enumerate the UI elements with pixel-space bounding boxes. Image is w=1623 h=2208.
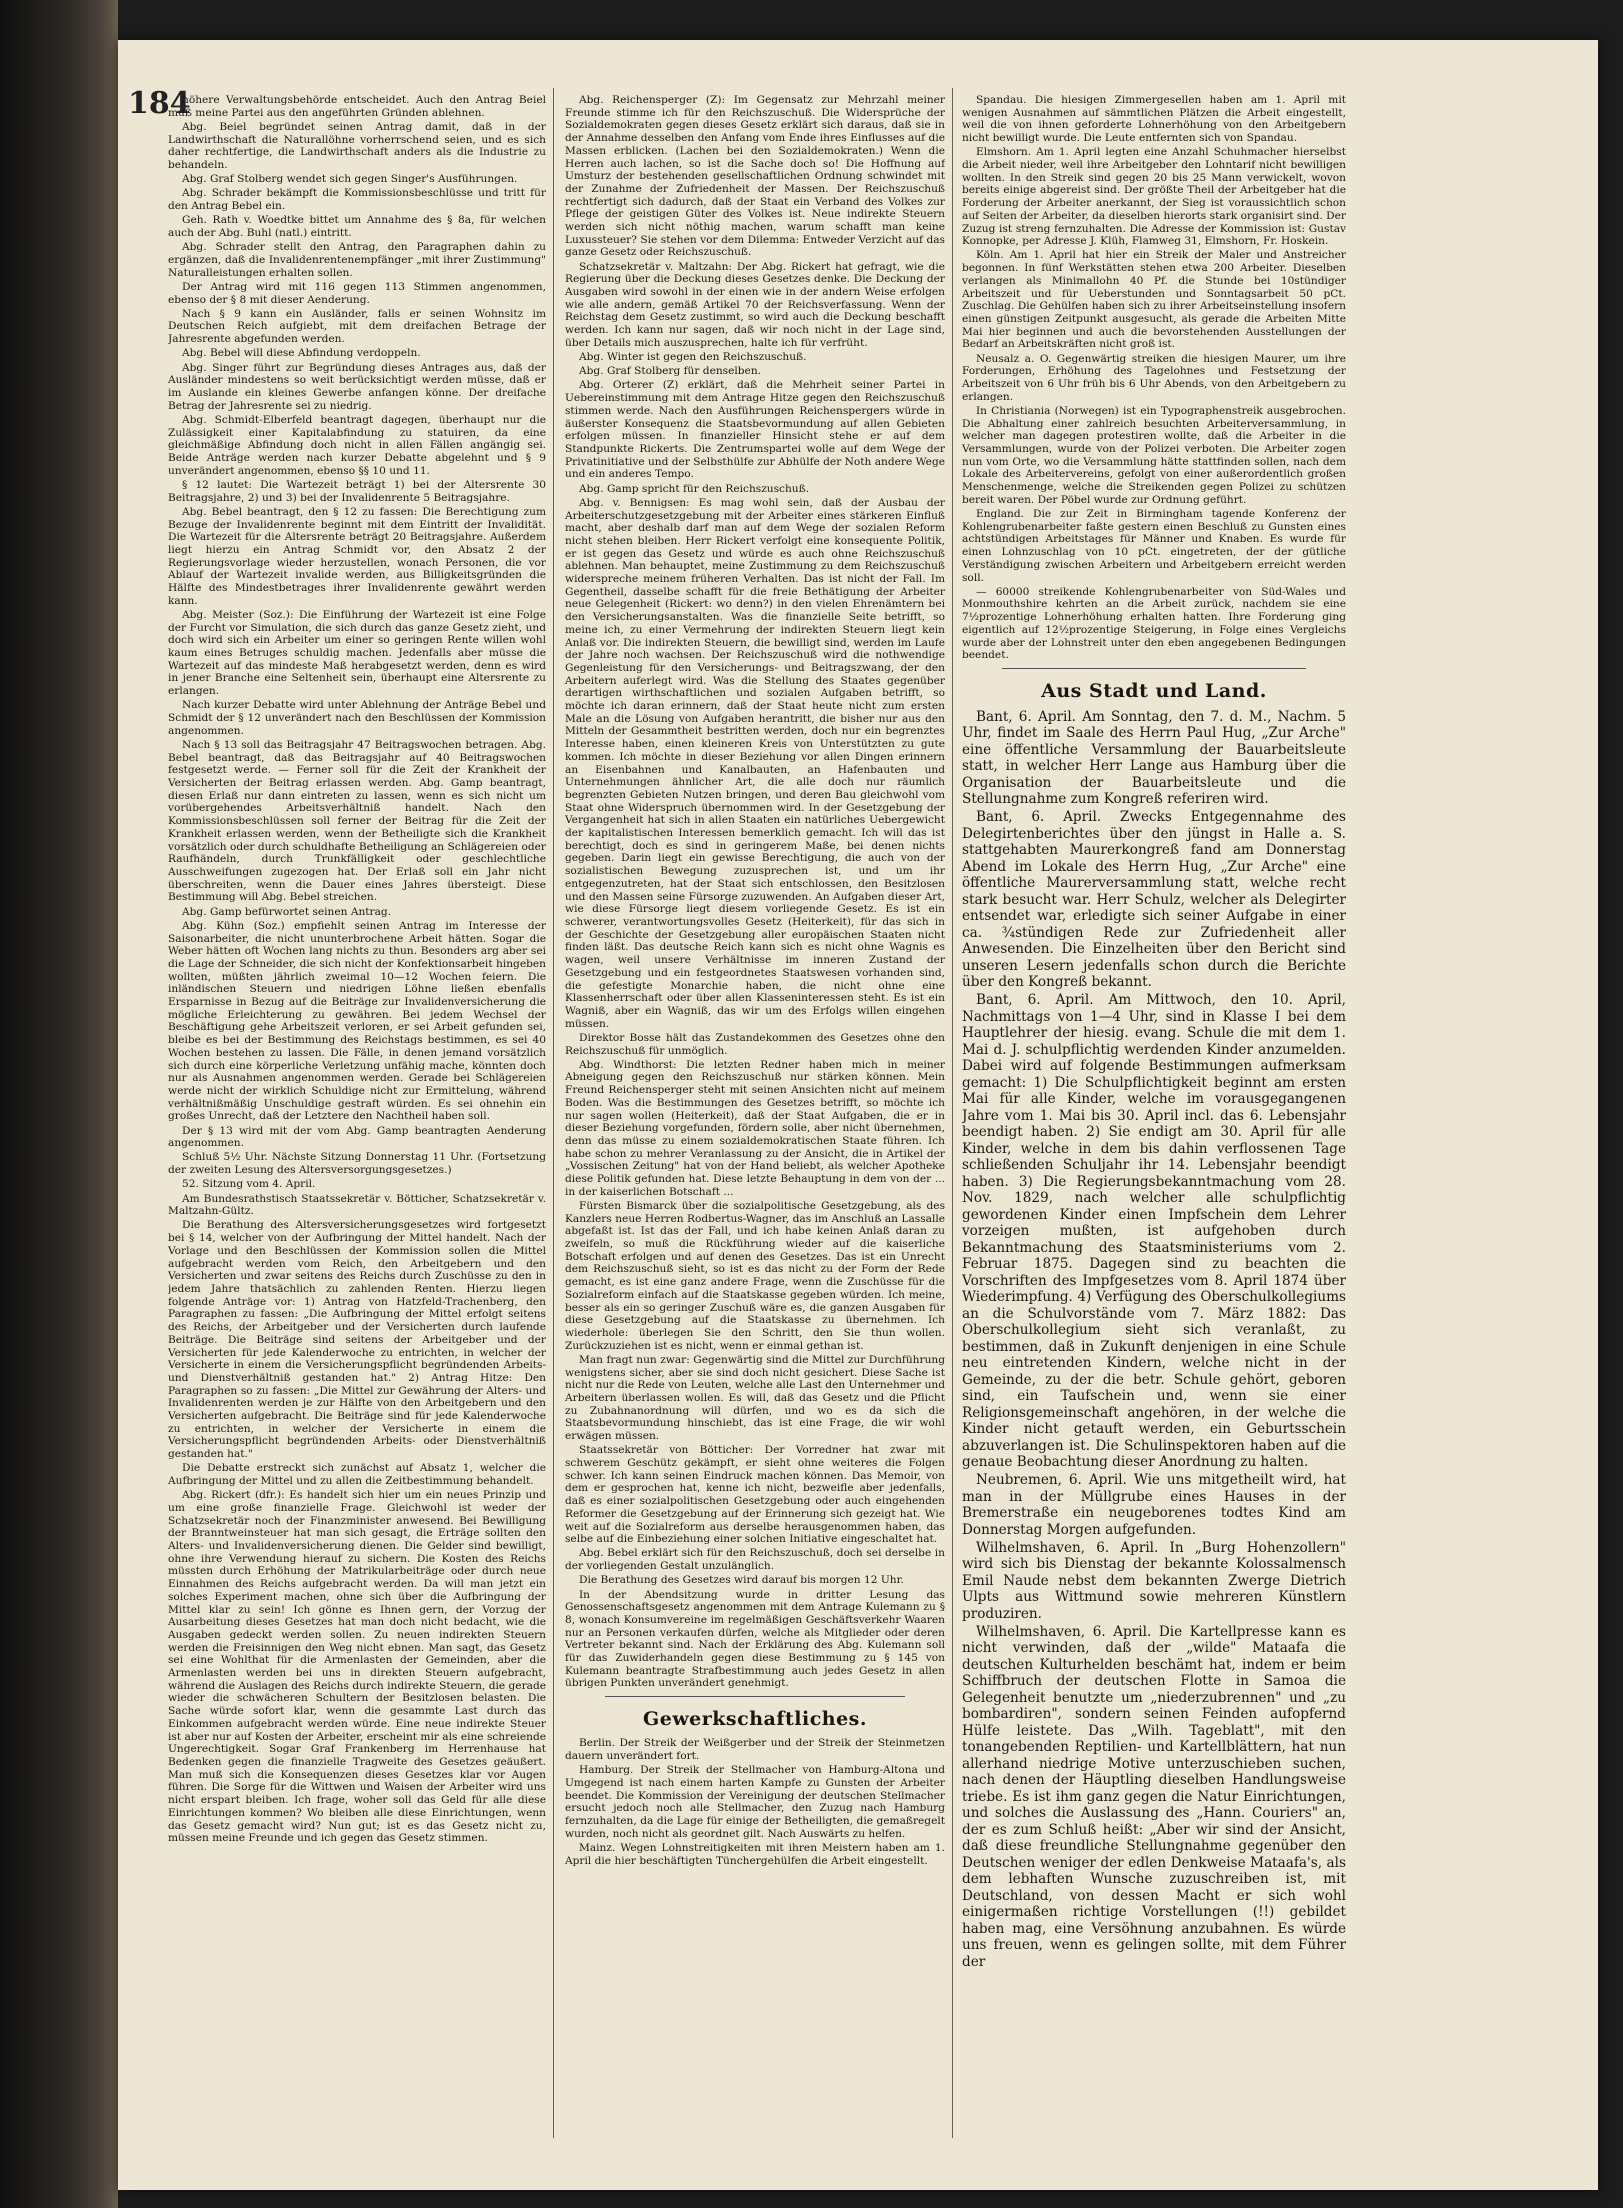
article-paragraph: Spandau. Die hiesigen Zimmergesellen haben am 1. April mit wenigen Ausnahmen auf sämmtlichen Plätzen die Arbeit eingestellt, weil die von ihnen geforderte Lohnerhöhung von den Arbeitgebern nicht bewilligt wurde. Die Leute entfernten sich von Spandau.	[962, 94, 1346, 145]
article-paragraph: Neubremen, 6. April. Wie uns mitgetheilt wird, hat man in der Müllgrube eines Hauses in der Bremerstraße ein neugeborenes todtes Kind am Donnerstag Morgen aufgefunden.	[962, 1472, 1346, 1538]
article-paragraph: Abg. Graf Stolberg wendet sich gegen Singer's Ausführungen.	[182, 173, 518, 186]
article-paragraph: — 60000 streikende Kohlengrubenarbeiter von Süd-Wales und Monmouthshire kehrten an die Arbeit zurück, nachdem sie eine 7½prozentige Lohnerhöhung erhalten hatten. Ihre Forderung ging eigentlich auf 12½prozentige Steigerung, in Folge eines Vergleichs wurde aber der Lohnstreit unter den eben angegebenen Bedingungen beendet.	[962, 585, 1346, 662]
article-paragraph: Hamburg. Der Streik der Stellmacher von Hamburg-Altona und Umgegend ist nach einem harten Kampfe zu Gunsten der Arbeiter beendet. Die Kommission der Vereinigung der deutschen Stellmacher ersucht jedoch noch alle Stellmacher, den Zuzug nach Hamburg fernzuhalten, da die Lage für einige der Betheiligten, die gemaßregelt wurden, noch nicht als geordnet gilt. Nach Auswärts zu helfen.	[565, 1764, 945, 1840]
article-paragraph: § 12 lautet: Die Wartezeit beträgt 1) bei der Altersrente 30 Beitragsjahre, 2) und 3) bei der Invalidenrente 5 Beitragsjahre.	[168, 478, 546, 504]
article-paragraph: Der § 13 wird mit der vom Abg. Gamp beantragten Aenderung angenommen.	[168, 1124, 546, 1150]
article-paragraph: 52. Sitzung vom 4. April.	[182, 1178, 316, 1191]
article-paragraph: Bant, 6. April. Am Sonntag, den 7. d. M., Nachm. 5 Uhr, findet im Saale des Herrn Paul Hug, „Zur Arche" eine öffentliche Versammlung der Bauarbeitsleute statt, in welcher Herr Lange aus Hamburg über die Organisation der Bauarbeitsleute und die Stellungnahme zum Kongreß referiren wird.	[962, 708, 1346, 808]
column-3	[962, 94, 1346, 2144]
article-paragraph: England. Die zur Zeit in Birmingham tagende Konferenz der Kohlengrubenarbeiter faßte gestern einen Beschluß zu Gunsten eines achtstündigen Arbeitstages für Männer und Knaben. Es wurde für einen Lohnzuschlag von 10 pCt. eingetreten, der der gütliche Verständigung zwischen Arbeitern und Arbeitgebern erreicht werden soll.	[962, 508, 1346, 584]
article-paragraph: Die Berathung des Gesetzes wird darauf bis morgen 12 Uhr.	[579, 1574, 904, 1587]
article-paragraph: Abg. Schrader stellt den Antrag, den Paragraphen dahin zu ergänzen, daß die Invalidenrentenempfänger „mit ihrer Zustimmung" Naturalleistungen erhalten sollen.	[168, 241, 546, 279]
article-paragraph: Direktor Bosse hält das Zustandekommen des Gesetzes ohne den Reichszuschuß für unmöglich.	[565, 1031, 945, 1057]
article-paragraph: Abg. Gamp spricht für den Reichszuschuß.	[579, 482, 810, 495]
article-paragraph: Abg. Winter ist gegen den Reichszuschuß.	[579, 351, 807, 364]
article-paragraph: höhere Verwaltungsbehörde entscheidet. Auch den Antrag Beiel muß meine Partei aus den angeführten Gründen ablehnen.	[168, 94, 546, 119]
column-rule	[553, 88, 554, 2138]
article-paragraph: Abg. Meister (Soz.): Die Einführung der Wartezeit ist eine Folge der Furcht vor Simulation, die sich durch das ganze Gesetz zieht, und doch wird sich ein Arbeiter um einer so geringen Rente willen wohl kaum eines Betruges schuldig machen. Jedenfalls aber müsse die Wartezeit auf das mindeste Maß herabgesetzt werden, denn es wird in jener Branche eine Seltenheit sein, überhaupt eine Altersrente zu erlangen.	[168, 608, 546, 698]
article-paragraph: Die Berathung des Altersversicherungsgesetzes wird fortgesetzt bei § 14, welcher von der Aufbringung der Mittel handelt. Nach der Vorlage und den Beschlüssen der Kommission sollen die Mittel aufgebracht werden vom Reich, den Arbeitgebern und den Versicherten und zwar seitens des Reichs durch Zuschüsse zu den in jedem Jahre thatsächlich zu zahlenden Renten. Hierzu liegen folgende Anträge vor: 1) Antrag von Hatzfeld-Trachenberg, den Paragraphen zu fassen: „Die Aufbringung der Mittel erfolgt seitens des Reichs, der Arbeitgeber und der Versicherten durch laufende Beiträge. Die Beiträge sind seitens der Arbeitgeber und der Versicherten für jede Kalenderwoche zu entrichten, in welcher der Versicherte in einem die Versicherungspflicht begründenden Arbeits- und Dienstverhältniß gestanden hat." 2) Antrag Hitze: Den Paragraphen so zu fassen: „Die Mittel zur Gewährung der Alters- und Invalidenrenten werden je zur Hälfte von den Arbeitgebern und den Versicherten aufgebracht. Die Beiträge sind für jede Kalenderwoche zu entrichten, in welcher der Versicherte in einem die Versicherungspflicht begründenden Arbeits- oder Dienstverhältniß gestanden hat."	[168, 1219, 546, 1461]
article-paragraph: Abg. Singer führt zur Begründung dieses Antrages aus, daß der Ausländer mindestens so weit berücksichtigt werden müsse, daß er im Auslande ein kleines Gewerbe anfangen könne. Der dreifache Betrag der Jahresrente sei zu niedrig.	[168, 361, 546, 412]
article-paragraph: Abg. Bebel will diese Abfindung verdoppeln.	[182, 347, 421, 360]
article-paragraph: In der Abendsitzung wurde in dritter Lesung das Genossenschaftsgesetz angenommen mit dem Antrage Kulemann zu § 8, wonach Konsumvereine im regelmäßigen Geschäftsverkehr Waaren nur an Personen verkaufen dürfen, welche als Mitglieder oder deren Vertreter bekannt sind. Nach der Erklärung des Abg. Kulemann soll für das Zuwiderhandeln gegen diese Bestimmung zu § 145 von Kulemann beantragte Strafbestimmung auch jedes Gesetz in allen übrigen Punkten unverändert genehmigt.	[565, 1588, 945, 1690]
article-paragraph: Abg. Schmidt-Elberfeld beantragt dagegen, überhaupt nur die Zulässigkeit einer Kapitalabfindung zu statuiren, da eine gleichmäßige Abfindung doch nicht in allen Fällen angängig sei. Beide Anträge werden nach kurzer Debatte abgelehnt und § 9 unverändert angenommen, ebenso §§ 10 und 11.	[168, 413, 546, 477]
article-paragraph: Abg. Bebel beantragt, den § 12 zu fassen: Die Berechtigung zum Bezuge der Invalidenrente beginnt mit dem Eintritt der Invalidität. Die Wartezeit für die Altersrente beträgt 20 Beitragsjahre. Außerdem liegt hierzu ein Antrag Schmidt vor, den Absatz 2 der Regierungsvorlage wieder herzustellen, wonach Personen, die vor Ablauf der Wartezeit invalide werden, aus Billigkeitsgründen die Hälfte des Mindestbetrages ihrer Invalidenrente gewährt werden kann.	[168, 505, 546, 607]
article-paragraph: Fürsten Bismarck über die sozialpolitische Gesetzgebung, als des Kanzlers neue Herren Rodbertus-Wagner, das im Anschluß an Lassalle abgefaßt ist. Ist das der Fall, und ich habe keinen Anlaß daran zu zweifeln, so muß die Rückführung wieder auf die kaiserliche Botschaft erfolgen und auf denen des Gesetzes. Das ist ein Unrecht dem Reichszuschuß sieht, so ist es das nicht zu der Form der Rede gemacht, es ist eine ganz andere Frage, wenn die Zuschüsse für die Sozialreform einfach auf die Staatskasse gegeben würden. Ich meine, besser als ein so geringer Zuschuß wäre es, die ganzen Ausgaben für diese Gesetzgebung auf die Staatskasse zu übernehmen. Ich wiederhole: überlegen Sie den Schritt, den Sie thun wollen. Zurückzuziehen ist es nicht, wenn er einmal gethan ist.	[565, 1199, 945, 1352]
article-paragraph: Abg. Orterer (Z) erklärt, daß die Mehrheit seiner Partei in Uebereinstimmung mit dem Antrage Hitze gegen den Reichszuschuß stimmen werde. Nach den Ausführungen Reichenspergers würde in äußerster Konsequenz die Staatsbevormundung auf allen Gebieten erfolgen müssen. In finanzieller Hinsicht stehe er auf dem Standpunkte Rickerts. Die Zentrumspartei wolle auf dem Wege der Privatinitiative und der Selbsthülfe zur Abhülfe der Noth andere Wege und ein anderes Tempo.	[565, 379, 945, 481]
article-paragraph: Köln. Am 1. April hat hier ein Streik der Maler und Anstreicher begonnen. In fünf Werkstätten stehen etwa 200 Arbeiter. Dieselben verlangen als Minimallohn 40 Pf. die Stunde bei 10stündiger Arbeitszeit und für Ueberstunden und Sonntagsarbeit 50 pCt. Zuschlag. Die Gehülfen haben sich zu ihrer Arbeitseinstellung insofern einen günstigen Zeitpunkt ausgesucht, als gerade die Arbeiten Mitte Mai hier beginnen und auch die bevorstehenden Ausstellungen der Bedarf an Arbeitskräften nicht groß ist.	[962, 249, 1346, 351]
section-divider	[1002, 668, 1306, 669]
article-paragraph: Abg. Bebel erklärt sich für den Reichszuschuß, doch sei derselbe in der vorliegenden Gestalt unzulänglich.	[565, 1547, 945, 1573]
article-paragraph: Abg. Gamp befürwortet seinen Antrag.	[182, 905, 392, 918]
article-paragraph: Elmshorn. Am 1. April legten eine Anzahl Schuhmacher hierselbst die Arbeit nieder, weil ihre Arbeitgeber den Lohntarif nicht bewilligen wollten. In den Streik sind gegen 20 bis 25 Mann verwickelt, wovon bereits einige abgereist sind. Der größte Theil der Arbeitgeber hat die Forderung der Arbeiter anerkannt, der Sieg ist voraussichtlich schon auf Seiten der Arbeiter, da dieselben hierorts stark organisirt sind. Der Zuzug ist streng fernzuhalten. Die Adresse der Kommission ist: Gustav Konnopke, per Adresse J. Klüh, Flamweg 31, Elmshorn, Fr. Hoskein.	[962, 146, 1346, 248]
article-paragraph: Man fragt nun zwar: Gegenwärtig sind die Mittel zur Durchführung wenigstens sicher, aber sie sind doch nicht gesichert. Diese Sache ist nicht nur die Rede von Leuten, welche alle Last den Unternehmer und Arbeitern überlassen wollen. Es will, daß das Gesetz und die Pflicht zu Zubahnanordnung will dürfen, und wo es da sich die Staatsbevormundung hinschiebt, das ist eine Frage, die wir wohl erwägen müssen.	[565, 1353, 945, 1443]
article-paragraph: Bant, 6. April. Zwecks Entgegennahme des Delegirtenberichtes über den jüngst in Halle a. S. stattgehabten Maurerkongreß fand am Donnerstag Abend im Lokale des Herrn Hug, „Zur Arche" eine öffentliche Maurerversammlung statt, welche recht stark besucht war. Herr Schulz, welcher als Delegirter entsendet war, erledigte sich seiner Aufgabe in einer ca. ¾stündigen Rede zur Zufriedenheit aller Anwesenden. Die Einzelheiten über den Bericht sind unseren Lesern jedenfalls schon durch die Berichte über den Kongreß bekannt.	[962, 809, 1346, 991]
article-paragraph: Berlin. Der Streik der Weißgerber und der Streik der Steinmetzen dauern unverändert fort.	[565, 1737, 945, 1762]
article-paragraph: Abg. Graf Stolberg für denselben.	[579, 365, 762, 378]
page-number: 184	[128, 86, 191, 121]
section-divider	[605, 1696, 905, 1697]
article-paragraph: Der Antrag wird mit 116 gegen 113 Stimmen angenommen, ebenso der § 8 mit dieser Aenderung.	[168, 280, 546, 306]
article-paragraph: Mainz. Wegen Lohnstreitigkeiten mit ihren Meistern haben am 1. April die hier beschäftigten Tünchergehülfen die Arbeit eingestellt.	[565, 1841, 945, 1867]
article-paragraph: Abg. Kühn (Soz.) empfiehlt seinen Antrag im Interesse der Saisonarbeiter, die nicht ununterbrochene Arbeit hätten. Sogar die Weber hätten oft Wochen lang nichts zu thun. Besonders arg aber sei die Lage der Schneider, die sich nicht der Konfektionsarbeit hingeben wollten, müßten jährlich zweimal 10—12 Wochen feiern. Die inländischen Steuern und niedrigen Löhne ließen ebenfalls Ersparnisse in Bezug auf die Beiträge zur Invalidenversicherung die mögliche Erleichterung zu gewähren. Bei jedem Wechsel der Beschäftigung gehe Arbeitszeit verloren, er sei Arbeit gefunden sei, bleibe es bei der Bestimmung des Reichstags bestimmen, es sei 40 Wochen bestehen zu lassen. Die Fälle, in denen jemand vorsätzlich sich durch eine körperliche Verletzung unfähig mache, könnten doch nur als Ausnahmen angenommen werden. Gerade bei Schlägereien werde nicht der wirklich Schuldige nicht zur Ermittelung, während verhältnißmäßig Unschuldige gestraft würden. Es sei ohnehin ein großes Unrecht, daß der Letztere den Nachtheil haben soll.	[168, 919, 546, 1123]
section-heading-aus-stadt-und-land: Aus Stadt und Land.	[1041, 679, 1267, 702]
column-rule	[952, 88, 953, 2138]
article-paragraph: Abg. Windthorst: Die letzten Redner haben mich in meiner Abneigung gegen den Reichszuschuß nur stärken können. Mein Freund Reichensperger steht mit seinen Ansichten nicht auf meinem Boden. Was die Bestimmungen des Gesetzes betrifft, so möchte ich nur sagen wollen (Heiterkeit), daß der Staat Aufgaben, die er in dieser Beziehung vorgefunden, fördern solle, aber nicht übernehmen, denn das müsse zu einem sozialdemokratischen Staate führen. Ich habe schon zu mehrer Veranlassung zu der Ansicht, die in Artikel der „Vossischen Zeitung" hat von der Hand beliebt, als welcher Apotheke diese Politik gefunden hat. Diese letzte Behauptung in dem von der ... in der kaiserlichen Botschaft ...	[565, 1058, 945, 1198]
article-paragraph: Abg. v. Bennigsen: Es mag wohl sein, daß der Ausbau der Arbeiterschutzgesetzgebung mit der Arbeiter eines stärkeren Einfluß macht, aber deshalb darf man auf dem Wege der sozialen Reform nicht stehen bleiben. Herr Rickert verfolgt eine konsequente Politik, er ist gegen das Gesetz und würde es auch ohne Reichszuschuß ablehnen. Man behauptet, meine Zustimmung zu dem Reichszuschuß widerspreche meinem früheren Verhalten. Das ist nicht der Fall. Im Gegentheil, dasselbe schafft für die freie Bethätigung der Arbeiter neue Gelegenheit (Rickert: wo denn?) in den vielen Ehrenämtern bei den Versicherungsanstalten. Was die finanzielle Seite betrifft, so meine ich, zu einer Vermehrung der indirekten Steuern liegt kein Anlaß vor. Die indirekten Steuern, die bewilligt sind, werden im Laufe der Jahre noch wachsen. Der Reichszuschuß wird die nothwendige Gegenleistung für den Versicherungs- und Beitragszwang, der den Arbeitern auferlegt wird. Was die Stellung des Staates gegenüber derartigen wirthschaftlichen und sozialen Aufgaben betrifft, so möchte ich daran erinnern, daß der Staat heute nicht zum ersten Male an die Lösung von Aufgaben herantritt, die bisher nur aus den Mitteln der Gesammtheit bestritten werden, doch nur ein begrenztes Interesse haben, einen kleineren Kreis von Unterstützten zu gute kommen. Ich möchte in dieser Beziehung vor allen Dingen erinnern an Eisenbahnen und Kanalbauten, an Hafenbauten und Unternehmungen ähnlicher Art, die alle doch nur räumlich begrenzten Gebieten Nutzen bringen, und deren Bau gleichwohl vom Staat ohne Widerspruch übernommen wird. In der Gesetzgebung der Vergangenheit hat sich in allen Staaten ein natürliches Uebergewicht der kapitalistischen Interessen bemerklich gemacht. Ich will das ist berechtigt, doch es sind in geringerem Maße, bei denen nichts gegeben. Darin liegt ein gewisse Berechtigung, die auch von der sozialistischen Bewegung zuzusprechen ist, und um ihr entgegenzutreten, hat der Staat sich entschlossen, den Besitzlosen und den Massen seine Fürsorge zuzuwenden. An Aufgaben dieser Art, wie diese Fürsorge liegt diesem vorliegende Gesetz. Es ist ein schwerer, verantwortungsvolles Gesetz (Heiterkeit), für das sich in der Geschichte der Gesetzgebung aller europäischen Staaten nicht finden läßt. Das deutsche Reich kann sich es nicht ohne Wagnis es wagen, weil unsere Verhältnisse im inneren Zustand der Gesetzgebung und ein festgeordnetes Staatswesen vorhanden sind, die gefestigte Monarchie haben, die nicht ohne eine Klassenherrschaft oder über allen Klasseninteressen steht. Es ist ein Wagniß, aber ein Wagniß, das wir um des Erfolgs willen eingehen müssen.	[565, 496, 945, 1030]
article-paragraph: Schluß 5½ Uhr. Nächste Sitzung Donnerstag 11 Uhr. (Fortsetzung der zweiten Lesung des Altersversorgungsgesetzes.)	[168, 1151, 546, 1177]
article-paragraph: In Christiania (Norwegen) ist ein Typographenstreik ausgebrochen. Die Abhaltung einer zahlreich besuchten Arbeiterversammlung, in welcher man dagegen protestiren wollte, daß die Arbeiter in die Versammlungen, wurde von der Polizei verboten. Die Arbeiter zogen nun vom Orte, wo die Versammlung hätte stattfinden sollen, nach dem Lokale des Arbeitervereins, gefolgt von einer außerordentlich großen Menschenmenge, welche die Streikenden gegen Polizei zu schützen bereit waren. Der Pöbel wurde zur Ordnung geführt.	[962, 404, 1346, 506]
article-paragraph: Abg. Rickert (dfr.): Es handelt sich hier um ein neues Prinzip und um eine große finanzielle Frage. Gleichwohl ist weder der Schatzsekretär noch der Finanzminister anwesend. Bei Bewilligung der Branntweinsteuer hat man sich gesagt, die Erträge sollten den Alters- und Invalidenversicherung dienen. Die Gelder sind bewilligt, ohne ihre Verwendung hierauf zu sichern. Die Kosten des Reichs müssten durch Erhöhung der Matrikularbeiträge oder durch neue Einnahmen des Reichs aufgebracht werden. Da will man jetzt ein solches Experiment machen, ohne sich über die Aufbringung der Mittel klar zu sein! Ich gönne es Ihnen gern, der Vorzug der Ausarbeitung dieses Gesetzes hat man doch nicht bedacht, wie die Ausgaben gedeckt werden sollen. Zu neuen indirekten Steuern werden die Freisinnigen den Weg nicht ebnen. Man sagt, das Gesetz sei eine Wohlthat für die Armenlasten der Gemeinden, aber die Armenlasten werden bei uns in direkten Steuern aufgebracht, während die Auslagen des Reichs durch indirekte Steuern, die gerade wieder die schwächeren Schultern der Besitzlosen belasten. Die Sache würde sofort klar, wenn die gesammte Last durch das Einkommen aufgebracht werden würde. Eine neue indirekte Steuer ist aber nur auf Kosten der Arbeiter, erscheint mir als eine schreiende Ungerechtigkeit. Sogar Graf Frankenberg im Herrenhause hat Bedenken gegen die finanzielle Tragweite des Gesetzes geäußert. Man muß sich die Konsequenzen dieses Gesetzes klar vor Augen führen. Die Sorge für die Wittwen und Waisen der Arbeiter wird uns nicht erspart bleiben. Ich frage, woher soll das Geld für alle diese Einrichtungen kommen? Wo bleiben alle diese Einrichtungen, wenn das Gesetz gemacht wird? Nun gut; ist es das Gesetz nicht zu, müssen meine Freunde und ich gegen das Gesetz stimmen.	[168, 1489, 546, 1845]
article-paragraph: Wilhelmshaven, 6. April. Die Kartellpresse kann es nicht verwinden, daß der „wilde" Mataafa die deutschen Kulturhelden beschämt hat, indem er beim Schiffbruch der deutschen Flotte in Samoa die Gelegenheit benutzte um „niederzubrennen" und „zu bombardiren", sondern seinen Feinden aufopfernd Hülfe leistete. Das „Wilh. Tageblatt", mit den tonangebenden Reptilien- und Kartellblättern, hat nun allerhand niedrige Motive unterzuschieben suchen, nach denen der Häuptling dieselben Handlungsweise triebe. Es ist ihm ganz gegen die Natur Einrichtungen, und solches die Auslassung des „Hann. Couriers" an, der es zum Schluß heißt: „Aber wir sind der Ansicht, daß diese freundliche Stellungnahme gegenüber den Deutschen weniger der edlen Denkweise Mataafa's, als dem lebhaften Wunsche zuzuschreiben ist, mit Deutschland, von dessen Macht er sich wohl einigermaßen richtige Vorstellungen (!!) gebildet haben mag, eine Versöhnung anzubahnen. Es würde uns freuen, wenn es gelingen sollte, mit dem Führer der	[962, 1623, 1346, 1970]
article-paragraph: Abg. Beiel begründet seinen Antrag damit, daß in der Landwirthschaft die Naturallöhne vorherrschend seien, und es sich daher rechtfertige, die Landwirthschaft anders als die Industrie zu behandeln.	[168, 120, 546, 172]
article-paragraph: Abg. Reichensperger (Z): Im Gegensatz zur Mehrzahl meiner Freunde stimme ich für den Reichszuschuß. Die Widersprüche der Sozialdemokraten gegen dieses Gesetz erklärt sich daraus, daß sie in der Annahme desselben den Anfang vom Ende ihres Einflusses auf die Massen erblicken. (Lachen bei den Sozialdemokraten.) Wenn die Herren auch lachen, so ist die Sache doch so! Die Hoffnung auf Umsturz der bestehenden gesellschaftlichen Ordnung schwindet mit der Zunahme der Zufriedenheit der Massen. Der Reichszuschuß rechtfertigt sich dadurch, daß der Staat ein Verband des Volkes zur Pflege der geistigen Güter des Volkes ist. Neue indirekte Steuern werden sich nicht nöthig machen, warum schafft man keine Luxussteuer? Sie stehen vor dem Dilemma: Entweder Verzicht auf das ganze Gesetz oder Reichszuschuß.	[565, 94, 945, 259]
article-paragraph: Wilhelmshaven, 6. April. In „Burg Hohenzollern" wird sich bis Dienstag der bekannte Kolossalmensch Emil Naude nebst dem bekannten Zwerge Dietrich Ulpts aus Wittmund sowie mehreren Künstlern produziren.	[962, 1539, 1346, 1622]
article-paragraph: Neusalz a. O. Gegenwärtig streiken die hiesigen Maurer, um ihre Forderungen, Erhöhung des Tagelohnes und Festsetzung der Arbeitszeit von 6 Uhr früh bis 6 Uhr Abends, von den Arbeitgebern zu erlangen.	[962, 352, 1346, 403]
article-paragraph: Die Debatte erstreckt sich zunächst auf Absatz 1, welcher die Aufbringung der Mittel und zu allen die Zeitbestimmung behandelt.	[168, 1462, 546, 1488]
article-paragraph: Nach § 13 soll das Beitragsjahr 47 Beitragswochen betragen. Abg. Bebel beantragt, daß das Beitragsjahr auf 40 Beitragswochen festgesetzt werde. — Ferner soll für die Zeit der Krankheit der Versicherten der Beitrag erlassen werden. Abg. Gamp beantragt, diesen Erlaß nur dann eintreten zu lassen, wenn es sich nicht um vorübergehendes Arbeitsverhältniß handelt. Nach den Kommissionsbeschlüssen soll ferner der Beitrag für die Zeit der Krankheit erlassen werden, wenn der Betheiligte sich die Krankheit vorsätzlich oder durch schuldhafte Betheiligung an Schlägereien oder Raufhändeln, durch Trunkfälligkeit oder geschlechtliche Ausschweifungen zugezogen hat. Der Erlaß soll ein Jahr nicht überschreiten, wenn die Dauer eines Jahres übersteigt. Diese Bestimmung will Abg. Bebel streichen.	[168, 738, 546, 904]
column-1	[168, 94, 546, 2144]
article-paragraph: Abg. Schrader bekämpft die Kommissionsbeschlüsse und tritt für den Antrag Bebel ein.	[168, 187, 546, 213]
article-paragraph: Nach kurzer Debatte wird unter Ablehnung der Anträge Bebel und Schmidt der § 12 unverändert nach den Beschlüssen der Kommission angenommen.	[168, 699, 546, 737]
article-paragraph: Schatzsekretär v. Maltzahn: Der Abg. Rickert hat gefragt, wie die Regierung über die Deckung dieses Gesetzes denke. Die Deckung der Ausgaben wird sowohl in der einen wie in der andern Weise erfolgen wie alle andern, gemäß Artikel 70 der Reichsverfassung. Wenn der Reichstag dem Gesetz zustimmt, so wird auch die Deckung beschafft werden. Ich kann nur sagen, daß wir noch nicht in der Lage sind, über Details mich auszusprechen, halte ich für verfrüht.	[565, 260, 945, 349]
article-paragraph: Geh. Rath v. Woedtke bittet um Annahme des § 8a, für welchen auch der Abg. Buhl (natl.) eintritt.	[168, 214, 546, 240]
section-heading-gewerkschaftliches: Gewerkschaftliches.	[643, 1708, 867, 1731]
article-paragraph: Bant, 6. April. Am Mittwoch, den 10. April, Nachmittags von 1—4 Uhr, sind in Klasse I bei dem Hauptlehrer der hiesig. evang. Schule die mit dem 1. Mai d. J. schulpflichtig werdenden Kinder anzumelden. Dabei wird auf folgende Bestimmungen aufmerksam gemacht: 1) Die Schulpflichtigkeit beginnt am ersten Mai für alle Kinder, welche im vorausgegangenen Jahre vom 1. Mai bis 30. April incl. das 6. Lebensjahr beendigt haben. 2) Sie endigt am 30. April für alle Kinder, welche in dem bis dahin verflossenen Tage schließenden Schuljahr ihr 14. Lebensjahr beendigt haben. 3) Die Regierungsbekanntmachung vom 28. Nov. 1829, nach welcher alle schulpflichtig gewordenen Kinder einen Impfschein dem Lehrer vorzeigen mußten, ist aufgehoben durch Bekanntmachung des Staatsministeriums vom 2. Februar 1875. Dagegen sind zu beachten die Vorschriften des Impfgesetzes vom 8. April 1874 über Wiederimpfung. 4) Verfügung des Oberschulkollegiums an die Schulvorstände vom 7. März 1882: Das Oberschulkollegium sieht sich veranlaßt, zu bestimmen, daß in Zukunft denjenigen in eine Schule neu eintretenden Kindern, welche nicht in der Gemeinde, zu der die betr. Schule gehört, geboren sind, ein Taufschein und, wenn sie einer Religionsgemeinschaft angehören, in der welche die Kinder nicht getauft werden, ein Geburtsschein abzuverlangen ist. Die Schulinspektoren haben auf die genaue Beobachtung dieser Anordnung zu halten.	[962, 992, 1346, 1471]
column-2	[565, 94, 945, 2144]
article-paragraph: Nach § 9 kann ein Ausländer, falls er seinen Wohnsitz im Deutschen Reich aufgiebt, mit dem dreifachen Betrage der Jahresrente abgefunden werden.	[168, 307, 546, 346]
article-paragraph: Staatssekretär von Bötticher: Der Vorredner hat zwar mit schwerem Geschütz gekämpft, er sieht ohne weiteres die Folgen schwer. Ich kann seinen Eindruck machen können. Das Memoir, von dem er gesprochen hat, kenne ich nicht, bezweifle aber jedenfalls, daß es einer sozialpolitischen Gesetzgebung oder auch eingehenden Reformer die Gesetzgebung auf der Erinnerung sich gezeigt hat. Wie weit auf die Sozialreform aus derselbe herausgenommen haben, das selbe auf die Einbeziehung einer solchen Initiative eingeschaltet hat.	[565, 1444, 945, 1546]
book-binding	[0, 0, 118, 2208]
article-paragraph: Am Bundesrathstisch Staatssekretär v. Bötticher, Schatzsekretär v. Maltzahn-Gültz.	[168, 1192, 546, 1218]
